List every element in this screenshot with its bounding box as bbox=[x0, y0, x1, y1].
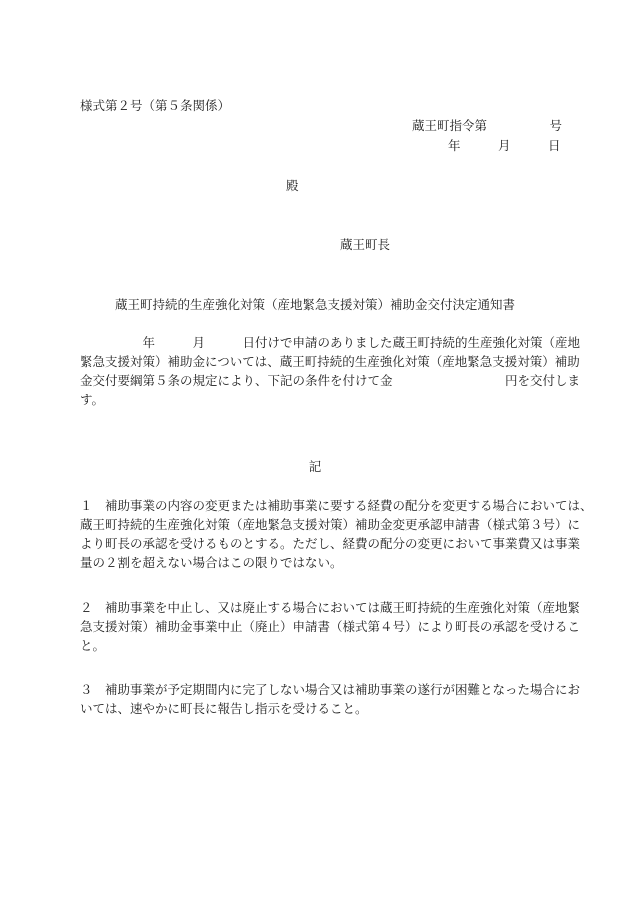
condition-line: 急支援対策）補助金事業中止（廃止）申請書（様式第４号）により町長の承認を受けるこ bbox=[80, 619, 581, 634]
record-heading: 記 bbox=[308, 459, 322, 474]
condition-line: ３ 補助事業が予定期間内に完了しない場合又は補助事業の遂行が困難となった場合にお bbox=[80, 682, 581, 697]
body-line: 緊急支援対策）補助金については、蔵王町持続的生産強化対策（産地緊急支援対策）補助 bbox=[80, 354, 580, 369]
body-line: 金交付要綱第５条の規定により、下記の条件を付けて金 円を交付しま bbox=[80, 373, 581, 388]
document-title: 蔵王町持続的生産強化対策（産地緊急支援対策）補助金交付決定通知書 bbox=[114, 297, 515, 312]
condition-line: １ 補助事業の内容の変更または補助事業に要する経費の配分を変更する場合においては、 bbox=[80, 498, 593, 513]
body-paragraph bbox=[80, 333, 581, 409]
sender-name: 蔵王町長 bbox=[340, 237, 391, 252]
form-label: 様式第２号（第５条関係） bbox=[80, 98, 231, 113]
condition-line: と。 bbox=[80, 638, 106, 653]
date-fields: 年 月 日 bbox=[448, 138, 561, 153]
body-line: す。 bbox=[80, 392, 105, 407]
condition-2 bbox=[80, 598, 581, 655]
condition-3 bbox=[80, 680, 581, 718]
issue-number: 蔵王町指令第 号 bbox=[412, 118, 563, 133]
condition-line: より町長の承認を受けるものとする。ただし、経費の配分の変更において事業費又は事業 bbox=[80, 536, 581, 551]
condition-1 bbox=[80, 496, 593, 572]
recipient-honorific: 殿 bbox=[286, 178, 299, 193]
condition-line: 量の２割を超えない場合はこの限りではない。 bbox=[80, 555, 343, 570]
condition-line: いては、速やかに町長に報告し指示を受けること。 bbox=[80, 701, 368, 716]
condition-line: 蔵王町持続的生産強化対策（産地緊急支援対策）補助金変更承認申請書（様式第３号）に bbox=[80, 517, 581, 532]
body-line: 年 月 日付けで申請のありました蔵王町持続的生産強化対策（産地 bbox=[80, 335, 581, 350]
condition-line: ２ 補助事業を中止し、又は廃止する場合においては蔵王町持続的生産強化対策（産地緊 bbox=[80, 600, 581, 615]
